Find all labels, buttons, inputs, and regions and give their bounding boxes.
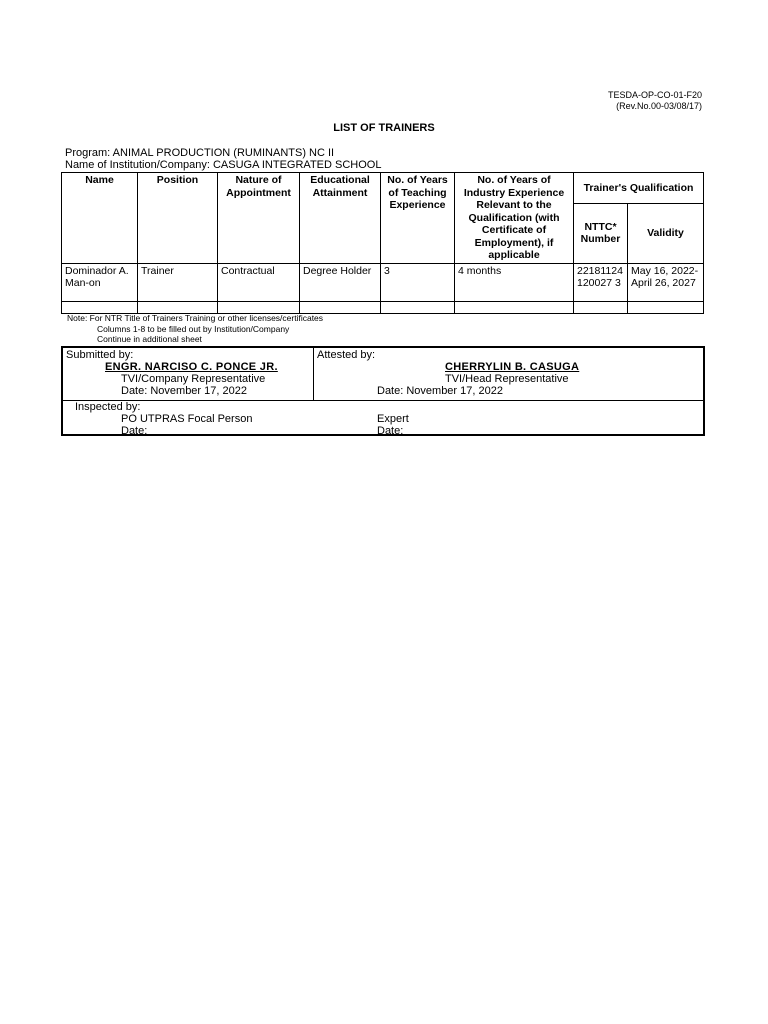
institution-line: Name of Institution/Company: CASUGA INTEGRATED SCHOOL [65, 159, 382, 171]
cell-empty [218, 301, 300, 313]
cell-industry: 4 months [455, 263, 574, 301]
cell-name: Dominador A. Man-on [62, 263, 138, 301]
document-code: TESDA-OP-CO-01-F20 [607, 90, 702, 100]
attested-by-role: TVI/Head Representative [445, 373, 569, 385]
revision-number: (Rev.No.00-03/08/17) [616, 101, 702, 111]
attested-by-label: Attested by: [317, 349, 376, 361]
header-industry-experience: No. of Years of Industry Experience Relevant to the Qualification (with Certificate of Employment), if applicable [455, 173, 574, 264]
program-info [65, 147, 381, 171]
header-validity: Validity [628, 203, 704, 263]
cell-empty [455, 301, 574, 313]
header-teaching-experience: No. of Years of Teaching Experience [381, 173, 455, 264]
table-row-empty [62, 301, 704, 313]
inspected-by-label: Inspected by: [75, 401, 141, 413]
cell-empty [574, 301, 628, 313]
signature-box [61, 346, 705, 436]
header-nature-of-appointment: Nature of Appointment [218, 173, 300, 264]
cell-position: Trainer [138, 263, 218, 301]
cell-empty [138, 301, 218, 313]
expert-date: Date: [377, 425, 404, 437]
cell-nttc: 22181124120027 3 [574, 263, 628, 301]
document-code-block [608, 90, 702, 112]
cell-empty [300, 301, 381, 313]
submitted-by-label: Submitted by: [66, 349, 134, 361]
cell-education: Degree Holder [300, 263, 381, 301]
inspector-date: Date: [121, 425, 148, 437]
inspector-role: PO UTPRAS Focal Person [121, 413, 253, 425]
header-position: Position [138, 173, 218, 264]
note-line-2: Columns 1-8 to be filled out by Institution/Company [97, 323, 290, 334]
submitted-by-date: Date: November 17, 2022 [121, 385, 247, 397]
attested-by-date: Date: November 17, 2022 [377, 385, 503, 397]
trainers-table [61, 172, 704, 314]
cell-nature: Contractual [218, 263, 300, 301]
expert-role: Expert [377, 413, 409, 425]
table-row [62, 263, 704, 301]
submitted-by-role: TVI/Company Representative [121, 373, 266, 385]
cell-empty [628, 301, 704, 313]
header-nttc-number: NTTC* Number [574, 203, 628, 263]
cell-validity: May 16, 2022-April 26, 2027 [628, 263, 704, 301]
cell-teaching: 3 [381, 263, 455, 301]
cell-empty [381, 301, 455, 313]
note-line-1: Note: For NTR Title of Trainers Training or other licenses/certificates [67, 313, 324, 323]
note-line-3: Continue in additional sheet [97, 334, 202, 344]
header-name: Name [62, 173, 138, 264]
attested-by-name: CHERRYLIN B. CASUGA [445, 361, 580, 373]
cell-empty [62, 301, 138, 313]
page-title: LIST OF TRAINERS [333, 122, 435, 134]
signature-divider [313, 348, 314, 400]
program-line: Program: ANIMAL PRODUCTION (RUMINANTS) NC II [65, 147, 335, 159]
submitted-by-name: ENGR. NARCISO C. PONCE JR. [105, 361, 278, 373]
notes-block [67, 313, 323, 345]
header-educational-attainment: Educational Attainment [300, 173, 381, 264]
header-trainer-qualification: Trainer's Qualification [574, 173, 704, 204]
